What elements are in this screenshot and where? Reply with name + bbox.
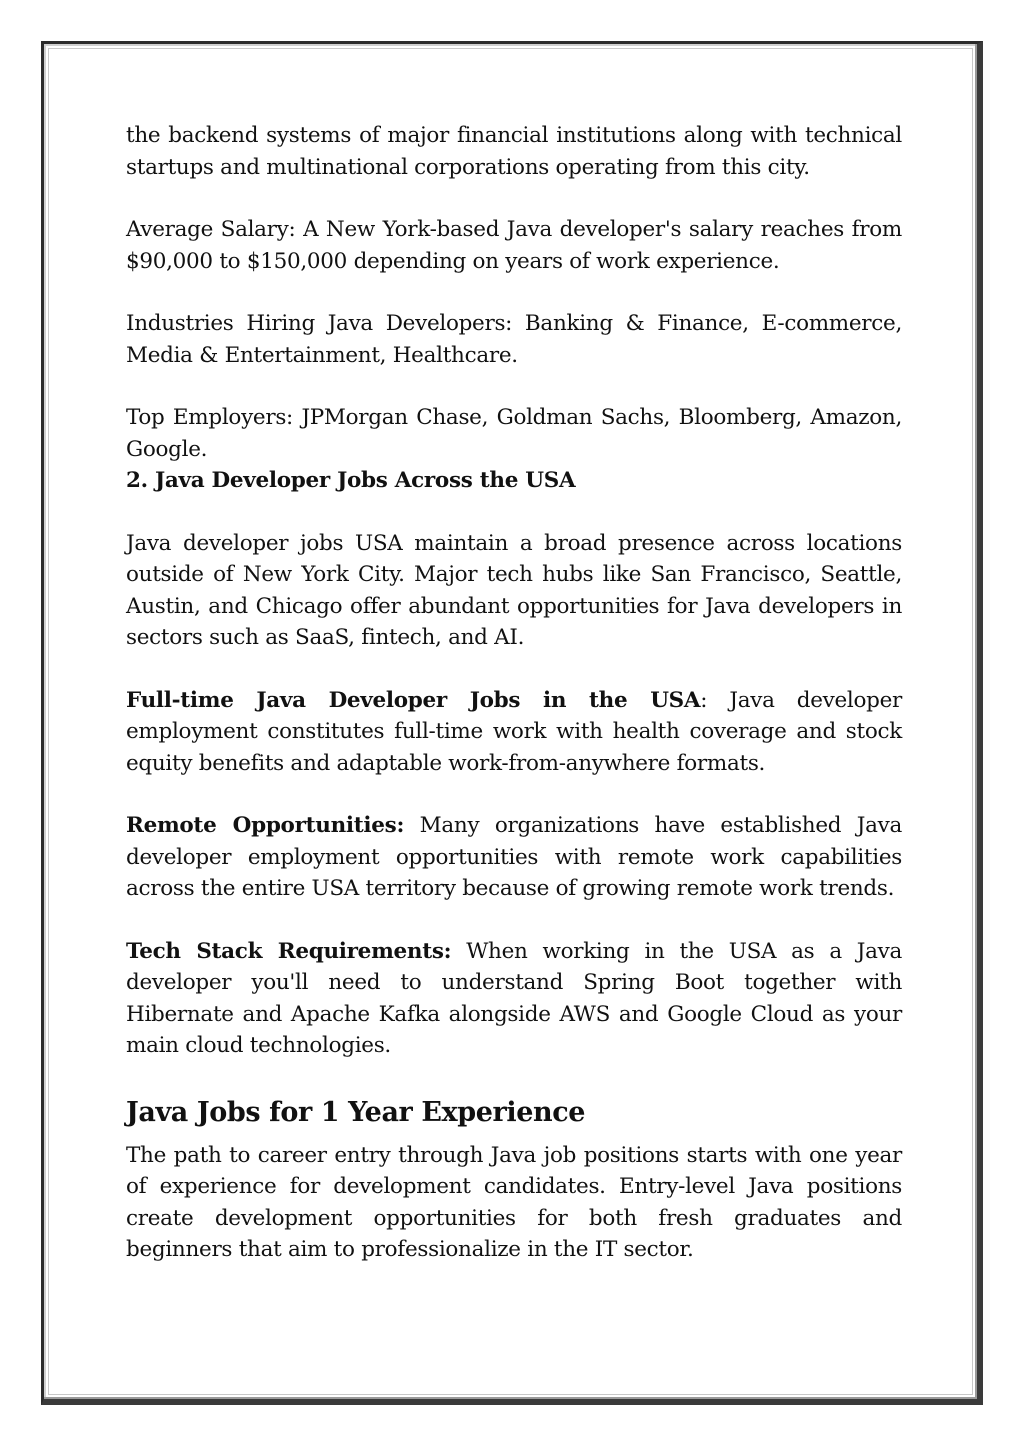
one-year-body-paragraph: The path to career entry through Java job positions starts with one year of experience for development candidates. Entry-level Java positions create development opportunities for both fresh graduates and beginners that aim to professionalize in the IT sector.	[126, 1142, 902, 1262]
average-salary-paragraph: Average Salary: A New York-based Java developer's salary reaches from $90,000 to $150,000 depending on years of work experience.	[126, 217, 902, 274]
remote-paragraph	[126, 810, 902, 905]
one-year-section-title: Java Jobs for 1 Year Experience	[126, 1096, 586, 1128]
remote-body: Many organizations have established Java developer employment opportunities with remote work capabilities across the entire USA territory because of growing remote work trends.	[126, 813, 902, 901]
techstack-paragraph	[126, 936, 902, 1062]
top-employers-paragraph: Top Employers: JPMorgan Chase, Goldman Sachs, Bloomberg, Amazon, Google.	[126, 405, 902, 462]
page-frame	[41, 41, 983, 1405]
intro-continuation-paragraph: the backend systems of major financial institutions along with technical startups and multinational corporations operating from this city.	[126, 123, 902, 180]
industries-paragraph: Industries Hiring Java Developers: Banking & Finance, E-commerce, Media & Entertainment, Healthcare.	[126, 311, 902, 368]
usa-section-heading: 2. Java Developer Jobs Across the USA	[126, 468, 576, 493]
fulltime-body: : Java developer employment constitutes full-time work with health coverage and stock equity benefits and adaptable work-from-anywhere formats.	[126, 687, 902, 776]
techstack-lead: Tech Stack Requirements:	[126, 938, 452, 964]
fulltime-paragraph	[126, 685, 902, 780]
fulltime-lead: Full-time Java Developer Jobs in the USA	[126, 687, 701, 713]
usa-intro-paragraph: Java developer jobs USA maintain a broad presence across locations outside of New York City. Major tech hubs like San Francisco, Seattle, Austin, and Chicago offer abundant opportunities for Java developers in sectors such as SaaS, fintech, and AI.	[126, 530, 902, 650]
page-content	[126, 120, 902, 1266]
remote-lead: Remote Opportunities:	[126, 813, 405, 838]
techstack-body: When working in the USA as a Java developer you'll need to understand Spring Boot together with Hibernate and Apache Kafka alongside AWS and Google Cloud as your main cloud technologies.	[126, 938, 902, 1058]
